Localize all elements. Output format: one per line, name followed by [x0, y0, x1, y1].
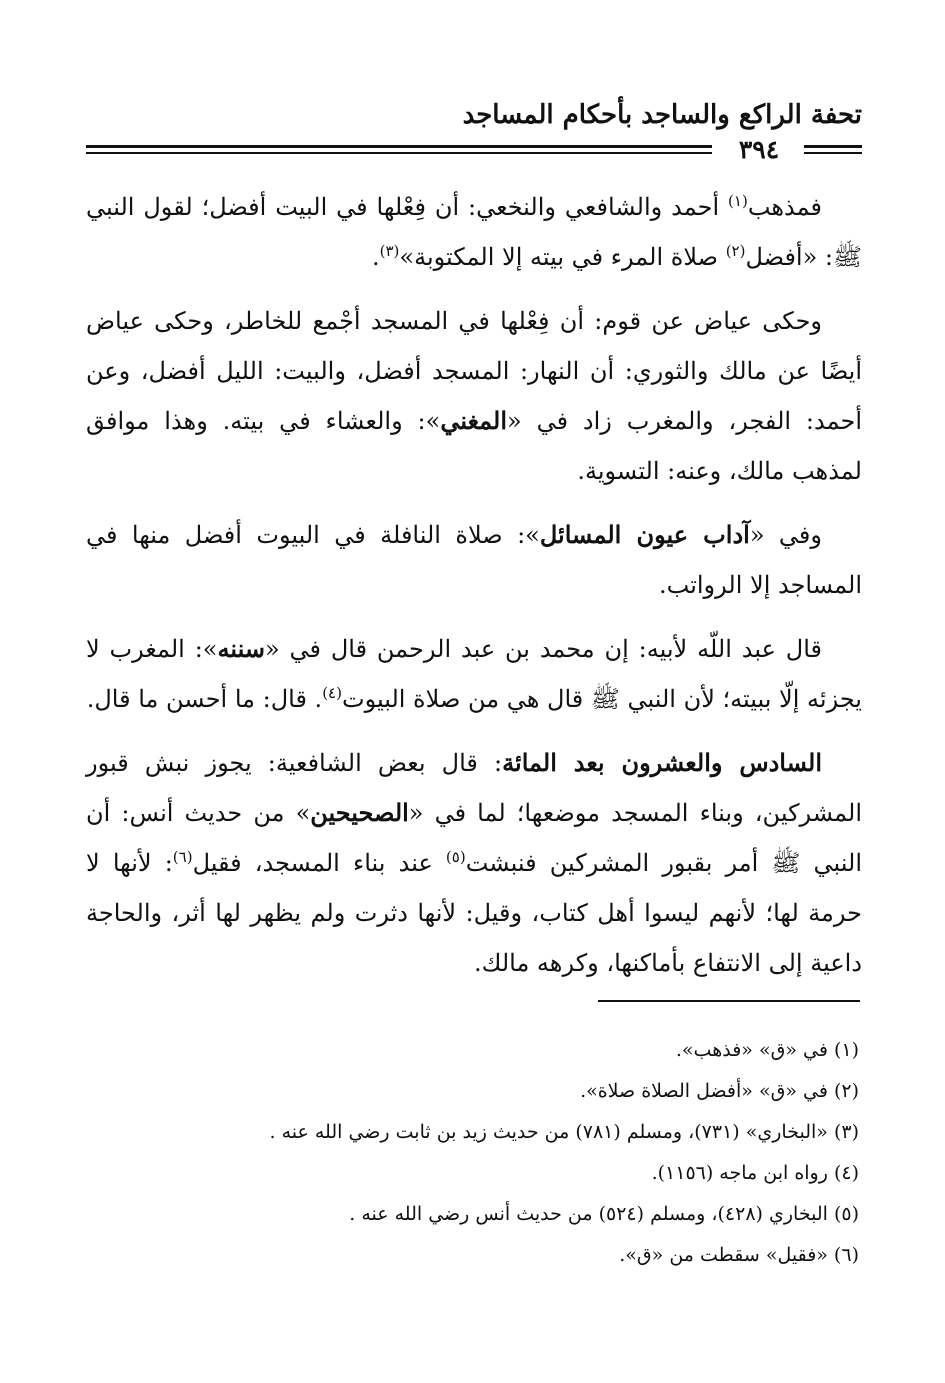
footnote-3: (٣) «البخاري» (٧٣١)، ومسلم (٧٨١) من حديث زيد بن ثابت رضي الله عنه .	[269, 1121, 859, 1143]
header-rule-right-thin	[804, 152, 862, 154]
text-run: : لأنها لا حرمة لها؛ لأنهم ليسوا أهل كتاب، وقيل: لأنها دثرت ولم يظهر لها أثر، والحاجة داعية إلى الانتفاع بأماكنها، وكرهه مالك.	[86, 849, 862, 977]
text-run: »: المغرب لا يجزئه إلّا ببيته؛ لأن النبي ﷺ قال هي من صلاة البيوت	[86, 635, 862, 713]
header-rule-left-thin	[86, 152, 712, 154]
text-run: قال عبد اللّه لأبيه: إن محمد بن عبد الرحمن قال في «	[264, 635, 823, 663]
book-title: الصحيحين	[310, 798, 409, 827]
paragraph-3	[86, 510, 862, 610]
text-run: : قال بعض الشافعية: يجوز نبش قبور المشركين، وبناء المسجد موضعها؛ لما في «	[86, 749, 862, 827]
main-text	[86, 182, 862, 1002]
footnote-1: (١) في «ق» «فذهب».	[675, 1039, 859, 1061]
text-run: »: والعشاء في بيته. وهذا موافق لمذهب مالك، وعنه: التسوية.	[86, 407, 862, 485]
footnotes	[159, 1030, 859, 1276]
footnote-ref-3[interactable]: (٣)	[379, 242, 400, 260]
footnote-separator	[598, 1000, 860, 1002]
footnote-ref-4[interactable]: (٤)	[322, 684, 342, 702]
page-header	[86, 100, 862, 166]
text-run: صلاة المرء في بيته إلا المكتوبة»	[399, 243, 726, 271]
text-run: . قال: ما أحسن ما قال.	[86, 685, 323, 713]
paragraph-2	[86, 296, 862, 496]
footnote-ref-5[interactable]: (٥)	[445, 848, 466, 866]
footnote-ref-6[interactable]: (٦)	[172, 848, 193, 866]
header-rule-right	[804, 145, 862, 148]
text-run: أحمد والشافعي والنخعي: أن فِعْلها في البيت أفضل؛ لقول النبي ﷺ: «أفضل	[86, 193, 862, 271]
footnote-2: (٢) في «ق» «أفضل الصلاة صلاة».	[580, 1080, 859, 1102]
text-run: وفي «	[749, 521, 822, 549]
text-run: فمذهب	[747, 193, 822, 221]
book-title: المغني	[440, 406, 508, 435]
paragraph-5	[86, 738, 862, 988]
book-title: سننه	[217, 634, 265, 663]
footnote-6: (٦) «فقيل» سقطت من «ق».	[619, 1244, 859, 1266]
running-title: تحفة الراكع والساجد بأحكام المساجد	[462, 100, 862, 130]
text-run: »: صلاة النافلة في البيوت أفضل منها في المساجد إلا الرواتب.	[86, 521, 862, 599]
footnote-4: (٤) رواه ابن ماجه (١١٥٦).	[651, 1162, 859, 1184]
text-run: » من حديث أنس: أن النبي ﷺ أمر بقبور المشركين فنبشت	[86, 799, 862, 877]
text-run: .	[371, 243, 380, 271]
text-run: عند بناء المسجد، فقيل	[192, 849, 446, 877]
footnote-ref-2[interactable]: (٢)	[725, 242, 746, 260]
header-rule-left	[86, 145, 712, 148]
footnote-ref-1[interactable]: (١)	[728, 192, 748, 210]
paragraph-4	[86, 624, 862, 724]
section-heading: السادس والعشرون بعد المائة	[502, 748, 823, 777]
footnote-5: (٥) البخاري (٤٢٨)، ومسلم (٥٢٤) من حديث أنس رضي الله عنه .	[349, 1203, 859, 1225]
page-number: ٣٩٤	[738, 135, 780, 164]
book-title: آداب عيون المسائل	[539, 520, 750, 549]
text-run: وحكى عياض عن قوم: أن فِعْلها في المسجد أجْمع للخاطر، وحكى عياض أيضًا عن مالك والثوري: أن النهار: المسجد أفضل، والبيت: الليل أفضل، وعن أحمد: الفجر، والمغرب زاد في «	[86, 307, 862, 435]
paragraph-1	[86, 182, 862, 282]
